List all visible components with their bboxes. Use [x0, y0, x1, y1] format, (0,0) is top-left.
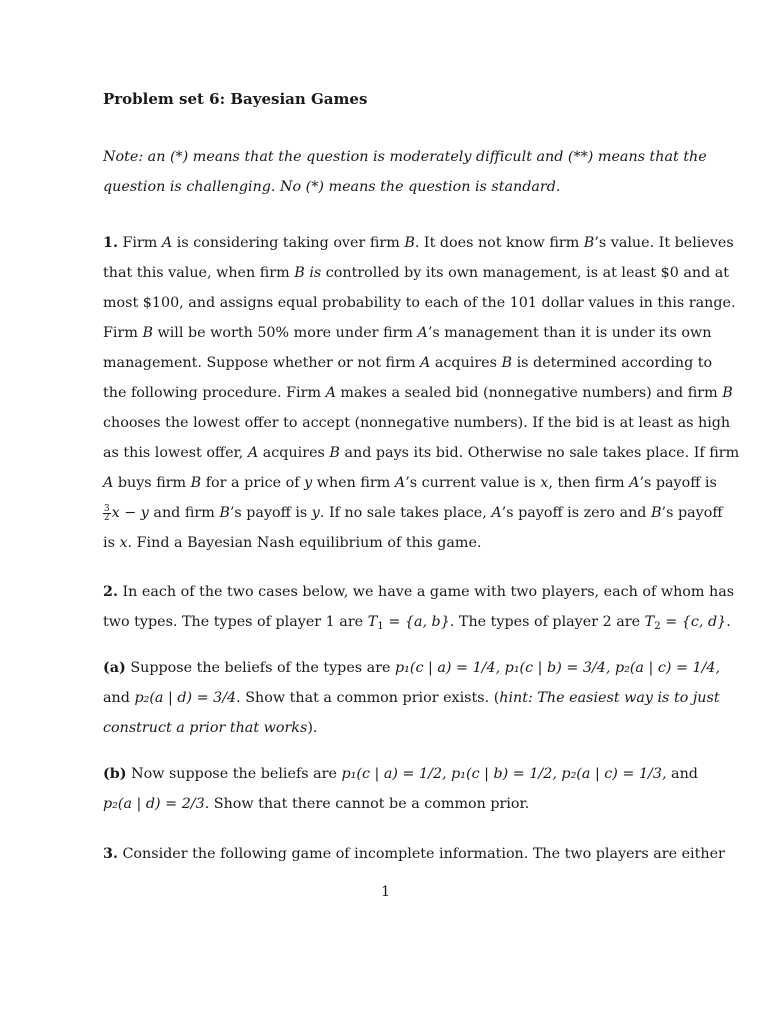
- problem-1-line: Firm B will be worth 50% more under firm A’s management than it is under its own: [103, 325, 712, 341]
- problem-1-number: 1.: [103, 235, 118, 251]
- problem-3-line: 3. Consider the following game of incomplete information. The two players are either: [103, 846, 725, 862]
- problem-1-line: A buys firm B for a price of y when firm A’s current value is x, then firm A’s payoff is: [103, 475, 717, 491]
- problem-1-line: the following procedure. Firm A makes a sealed bid (nonnegative numbers) and firm B: [103, 385, 733, 401]
- problem-1-line: that this value, when firm B is controlled by its own management, is at least $0 and at: [103, 265, 730, 281]
- part-a-line: (a) Suppose the beliefs of the types are p₁(c | a) = 1/4, p₁(c | b) = 3/4, p₂(a | c) = 1/4,: [103, 660, 721, 676]
- difficulty-note: [103, 142, 707, 202]
- part-a-line: construct a prior that works).: [103, 720, 318, 736]
- part-a-line: and p₂(a | d) = 3/4. Show that a common prior exists. (hint: The easiest way is to just: [103, 690, 720, 706]
- fraction-three-halves: $\frac{3}{2}$: [104, 503, 110, 524]
- problem-2-part-a: [103, 653, 721, 743]
- problem-1-line: management. Suppose whether or not firm A acquires B is determined according to: [103, 355, 713, 371]
- part-b-line: p₂(a | d) = 2/3. Show that there cannot be a common prior.: [103, 796, 530, 812]
- problem-2: [103, 577, 735, 637]
- problem-1-line: chooses the lowest offer to accept (nonnegative numbers). If the bid is at least as high: [103, 415, 731, 431]
- problem-2-line: 2. In each of the two cases below, we have a game with two players, each of whom has: [103, 584, 735, 600]
- page-number: 1: [380, 884, 391, 900]
- problem-1-line: 1. Firm A is considering taking over firm B. It does not know firm B’s value. It believes: [103, 235, 734, 251]
- problem-1-line: is x. Find a Bayesian Nash equilibrium of this game.: [103, 535, 482, 551]
- problem-2-number: 2.: [103, 584, 118, 600]
- problem-2-line: two types. The types of player 1 are $T_1 = \{a$, b}. The types of player 2 are $T_2 = \{c$, d}.: [103, 614, 731, 633]
- problem-1: [103, 228, 740, 558]
- part-b-label: (b): [103, 766, 127, 782]
- problem-1-line: as this lowest offer, A acquires B and pays its bid. Otherwise no sale takes place. If firm: [103, 445, 740, 461]
- problem-1-line: $\frac{3}{2}$ x − y and firm B’s payoff is y. If no sale takes place, A’s payoff is zero and B’s payoff: [104, 503, 723, 524]
- problem-3-number: 3.: [103, 846, 118, 862]
- note-line-1: Note: an (*) means that the question is moderately difficult and (**) means that the: [103, 149, 707, 165]
- problem-1-line: most $100, and assigns equal probability to each of the 101 dollar values in this range.: [103, 295, 736, 311]
- document-title: Problem set 6: Bayesian Games: [103, 90, 368, 108]
- part-b-line: (b) Now suppose the beliefs are p₁(c | a) = 1/2, p₁(c | b) = 1/2, p₂(a | c) = 1/3, and: [103, 766, 698, 782]
- note-line-2: question is challenging. No (*) means the question is standard.: [103, 179, 561, 195]
- part-a-label: (a): [103, 660, 126, 676]
- problem-3: [103, 839, 725, 869]
- problem-2-part-b: [103, 759, 698, 819]
